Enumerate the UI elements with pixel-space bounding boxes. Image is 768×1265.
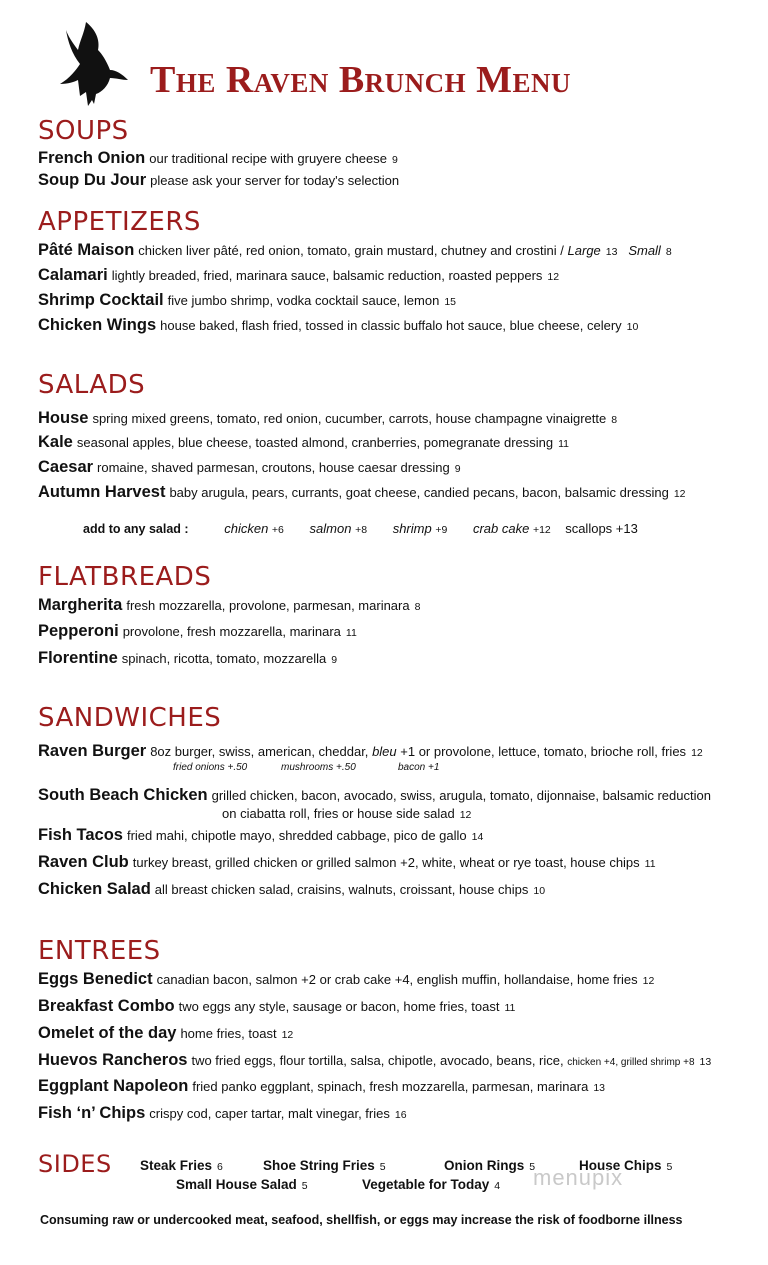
item-price: 12: [547, 271, 560, 283]
side-price: 5: [529, 1161, 536, 1173]
footer-disclaimer: Consuming raw or undercooked meat, seafood, shellfish, or eggs may increase the risk of foodborne illness: [40, 1213, 683, 1227]
item-desc: house baked, flash fried, tossed in classic buffalo hot sauce, blue cheese, celery: [160, 318, 622, 333]
item-desc: fried mahi, chipotle mayo, shredded cabbage, pico de gallo: [126, 828, 467, 843]
item-desc: spring mixed greens, tomato, red onion, cucumber, carrots, house champagne vinaigrette: [92, 411, 607, 426]
item-name: Eggplant Napoleon: [38, 1077, 189, 1095]
item-price: 8: [611, 414, 618, 426]
item-price: 12: [459, 809, 472, 821]
menu-item: [38, 1077, 605, 1096]
item-price: 9: [454, 463, 461, 475]
section-heading-salads: SALADS: [38, 370, 146, 400]
salad-addons: [83, 521, 638, 536]
menu-item: [38, 596, 420, 615]
item-desc: +1 or provolone, lettuce, tomato, brioche roll, fries: [400, 744, 687, 759]
item-desc: our traditional recipe with gruyere cheese: [149, 151, 387, 166]
menu-item: [38, 149, 398, 168]
menu-item: [38, 171, 399, 190]
menu-item: [38, 853, 656, 872]
menu-item: [38, 483, 686, 502]
item-price: 11: [345, 627, 357, 639]
item-price: 15: [444, 296, 456, 308]
menu-item: [38, 266, 559, 285]
side-item: [263, 1158, 386, 1173]
item-price: 12: [673, 488, 686, 500]
item-price: 12: [281, 1029, 294, 1041]
addon-crab: crab cake: [472, 521, 530, 536]
item-name: Eggs Benedict: [38, 970, 153, 988]
burger-option: bacon +1: [398, 762, 440, 773]
menu-item: [38, 1051, 711, 1070]
item-desc: 8oz burger, swiss, american, cheddar,: [150, 744, 369, 759]
item-name: Pâté Maison: [38, 241, 135, 259]
item-price: 10: [626, 321, 639, 333]
item-desc: fried panko eggplant, spinach, fresh mozzarella, parmesan, marinara: [192, 1079, 589, 1094]
item-desc: chicken liver pâté, red onion, tomato, grain mustard, chutney and crostini /: [138, 243, 564, 258]
item-price: 10: [533, 885, 546, 897]
section-heading-entrees: ENTREES: [38, 936, 161, 966]
section-heading-sides: SIDES: [38, 1150, 112, 1178]
item-name: House: [38, 409, 89, 427]
item-price: 9: [392, 154, 398, 166]
item-name: Omelet of the day: [38, 1024, 177, 1042]
side-name: Small House Salad: [176, 1177, 297, 1192]
item-name: French Onion: [38, 149, 146, 167]
item-name: Kale: [38, 433, 73, 451]
item-price: 13: [593, 1082, 606, 1094]
item-desc: five jumbo shrimp, vodka cocktail sauce, lemon: [167, 293, 440, 308]
section-heading-sandwiches: SANDWICHES: [38, 703, 222, 733]
addon-salmon: salmon: [309, 521, 352, 536]
item-name: Caesar: [38, 458, 94, 476]
side-item: [140, 1158, 223, 1173]
item-price: 9: [331, 654, 338, 666]
item-name: Fish Tacos: [38, 826, 123, 844]
addon-price: +6: [271, 524, 284, 536]
side-item: [176, 1177, 308, 1192]
item-desc: romaine, shaved parmesan, croutons, house caesar dressing: [97, 460, 450, 475]
item-name: Pepperoni: [38, 622, 119, 640]
item-extra: chicken +4, grilled shrimp +8: [567, 1057, 695, 1068]
item-desc: spinach, ricotta, tomato, mozzarella: [121, 651, 327, 666]
item-name: Breakfast Combo: [38, 997, 175, 1015]
menu-item: [38, 291, 456, 310]
watermark: menupix: [533, 1165, 624, 1190]
menu-item: [38, 742, 703, 761]
side-name: Steak Fries: [140, 1158, 213, 1173]
side-name: Shoe String Fries: [263, 1158, 375, 1173]
menu-item: [38, 826, 483, 845]
side-name: Onion Rings: [444, 1158, 525, 1173]
bleu-option: bleu: [372, 744, 397, 759]
item-desc: all breast chicken salad, craisins, walnuts, croissant, house chips: [154, 882, 529, 897]
burger-option: fried onions +.50: [173, 762, 248, 773]
addon-price: +8: [355, 524, 368, 536]
menu-item: [38, 1104, 407, 1123]
item-desc: two eggs any style, sausage or bacon, home fries, toast: [178, 999, 500, 1014]
menu-item: [38, 458, 461, 477]
item-price: 11: [558, 438, 570, 450]
side-price: 5: [666, 1161, 673, 1173]
item-name: Raven Burger: [38, 742, 147, 760]
item-desc: canadian bacon, salmon +2 or crab cake +4, english muffin, hollandaise, home fries: [156, 972, 638, 987]
item-price: 8: [665, 246, 672, 258]
section-heading-soups: SOUPS: [38, 116, 129, 146]
side-name: House Chips: [579, 1158, 662, 1173]
menu-item: [38, 433, 569, 452]
item-price: 11: [504, 1002, 516, 1014]
side-price: 4: [494, 1180, 501, 1192]
item-name: Raven Club: [38, 853, 129, 871]
menu-item: [38, 786, 711, 805]
raven-logo: [58, 20, 130, 110]
item-name: Huevos Rancheros: [38, 1051, 188, 1069]
addon-price: +12: [532, 524, 551, 536]
item-desc: on ciabatta roll, fries or house side salad: [222, 806, 455, 821]
item-name: South Beach Chicken: [38, 786, 208, 804]
side-price: 6: [217, 1161, 223, 1173]
burger-option: mushrooms +.50: [281, 762, 356, 773]
size-small: Small: [628, 243, 661, 258]
item-desc: baby arugula, pears, currants, goat cheese, candied pecans, bacon, balsamic dressing: [169, 485, 669, 500]
item-name: Margherita: [38, 596, 123, 614]
side-item: [444, 1158, 535, 1173]
item-desc: grilled chicken, bacon, avocado, swiss, arugula, tomato, dijonnaise, balsamic reduction: [211, 788, 711, 803]
menu-item: [38, 409, 617, 428]
item-name: Autumn Harvest: [38, 483, 166, 501]
item-price: 13: [605, 246, 618, 258]
item-desc: seasonal apples, blue cheese, toasted almond, cranberries, pomegranate dressing: [76, 435, 554, 450]
addon-label: add to any salad :: [83, 522, 189, 536]
item-desc: turkey breast, grilled chicken or grilled salmon +2, white, wheat or rye toast, house chips: [132, 855, 640, 870]
item-name: Florentine: [38, 649, 118, 667]
item-price: 14: [471, 831, 484, 843]
item-desc: two fried eggs, flour tortilla, salsa, chipotle, avocado, beans, rice,: [191, 1053, 564, 1068]
item-price: 11: [644, 858, 656, 870]
menu-title: The Raven Brunch Menu: [150, 59, 572, 101]
menu-item: [38, 649, 337, 668]
item-name: Chicken Wings: [38, 316, 157, 334]
section-heading-appetizers: APPETIZERS: [38, 207, 201, 237]
section-heading-flatbreads: FLATBREADS: [38, 562, 212, 592]
side-price: 5: [379, 1161, 386, 1173]
item-desc: provolone, fresh mozzarella, marinara: [122, 624, 341, 639]
side-name: Vegetable for Today: [362, 1177, 490, 1192]
addon-price: +9: [435, 524, 448, 536]
menu-item: [38, 622, 357, 641]
item-desc: lightly breaded, fried, marinara sauce, balsamic reduction, roasted peppers: [111, 268, 543, 283]
item-name: Soup Du Jour: [38, 171, 147, 189]
addon-shrimp: shrimp: [392, 521, 432, 536]
item-desc-continued: [222, 806, 471, 821]
item-desc: crispy cod, caper tartar, malt vinegar, fries: [149, 1106, 390, 1121]
item-name: Calamari: [38, 266, 108, 284]
menu-item: [38, 241, 672, 260]
side-price: 5: [301, 1180, 308, 1192]
item-price: 16: [394, 1109, 407, 1121]
menu-item: [38, 970, 654, 989]
item-name: Fish ‘n’ Chips: [38, 1104, 146, 1122]
item-price: 12: [691, 747, 703, 759]
item-price: 8: [414, 601, 421, 613]
size-large: Large: [567, 243, 601, 258]
menu-item: [38, 1024, 293, 1043]
item-desc: please ask your server for today's selection: [150, 173, 400, 188]
item-desc: fresh mozzarella, provolone, parmesan, marinara: [126, 598, 410, 613]
addon-chicken: chicken: [224, 521, 269, 536]
side-item: [362, 1177, 500, 1192]
item-price: 13: [699, 1056, 712, 1068]
item-name: Chicken Salad: [38, 880, 151, 898]
addon-scallops: scallops +13: [565, 521, 638, 536]
menu-item: [38, 997, 515, 1016]
item-price: 12: [642, 975, 655, 987]
menu-item: [38, 880, 545, 899]
item-name: Shrimp Cocktail: [38, 291, 164, 309]
menu-item: [38, 316, 638, 335]
item-desc: home fries, toast: [180, 1026, 277, 1041]
